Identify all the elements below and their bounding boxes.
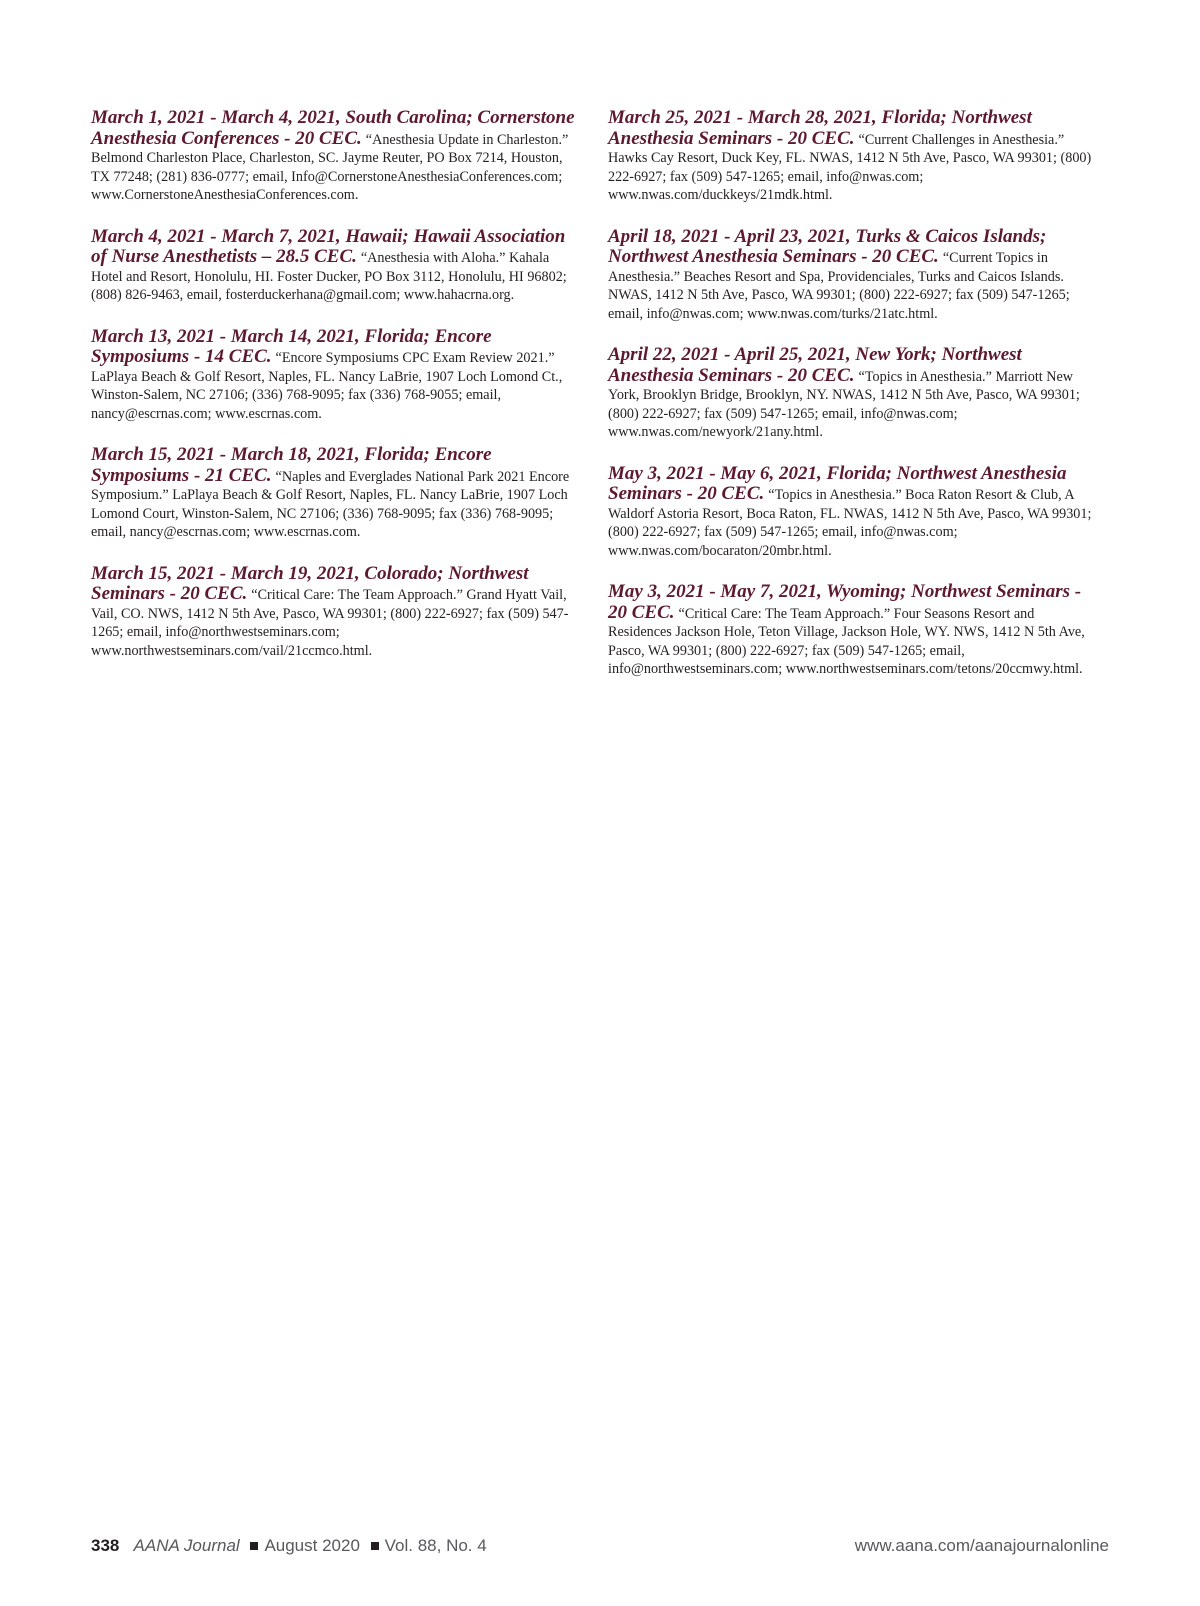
- event-title: March 15, 2021 - March 18, 2021, Florida; Encore Symposiums - 21 CEC.: [91, 444, 492, 486]
- event-title: March 4, 2021 - March 7, 2021, Hawaii; Hawaii Association of Nurse Anesthetists – 28.5 CEC.: [91, 225, 566, 267]
- journal-website-link[interactable]: www.aana.com/aanajournalonline: [854, 1536, 1109, 1555]
- event-details: “Naples and Everglades National Park 2021 Encore Symposium.” LaPlaya Beach & Golf Resort, Naples, FL. Nancy LaBrie, 1907 Loch Lomond Court, Winston-Salem, NC 27106; (336) 768-9095; fax (336) 768-9095; email, nancy@escrnas.com; www.escrnas.com.: [91, 468, 570, 540]
- event-details: “Current Challenges in Anesthesia.” Hawks Cay Resort, Duck Key, FL. NWAS, 1412 N 5th Ave, Pasco, WA 99301; (800) 222-6927; fax (509) 547-1265; email, info@nwas.com; www.nwas.com/duckkeys/21mdk.html.: [608, 131, 1092, 203]
- event-details: “Critical Care: The Team Approach.” Four Seasons Resort and Residences Jackson Hole, Teton Village, Jackson Hole, WY. NWS, 1412 N 5th Ave, Pasco, WA 99301; (800) 222-6927; fax (509) 547-1265; email, info@northwestseminars.com; www.northwestseminars.com/tetons/20ccmwy.html.: [608, 605, 1085, 677]
- page-footer: [91, 1536, 1109, 1560]
- event-details: “Topics in Anesthesia.” Boca Raton Resort & Club, A Waldorf Astoria Resort, Boca Raton, FL. NWAS, 1412 N 5th Ave, Pasco, WA 99301; (800) 222-6927; fax (509) 547-1265; email, info@nwas.com; www.nwas.com/bocaraton/20mbr.html.: [608, 487, 1092, 559]
- event-entry: [608, 227, 1098, 324]
- event-entry: [608, 345, 1098, 442]
- event-entry: [608, 464, 1098, 561]
- event-title: March 15, 2021 - March 19, 2021, Colorado; Northwest Seminars - 20 CEC.: [91, 562, 529, 604]
- event-title: April 22, 2021 - April 25, 2021, New York; Northwest Anesthesia Seminars - 20 CEC.: [608, 344, 1022, 386]
- event-details: “Anesthesia Update in Charleston.” Belmond Charleston Place, Charleston, SC. Jayme Reuter, PO Box 7214, Houston, TX 77248; (281) 836-0777; email, Info@CornerstoneAnesthesiaConferences.com; www.CornerstoneAnesthesiaConferences.com.: [91, 131, 569, 203]
- footer-citation: [91, 1536, 487, 1556]
- volume-issue: Vol. 88, No. 4: [384, 1536, 487, 1555]
- event-entry: [91, 327, 581, 424]
- left-column: [91, 108, 581, 682]
- event-details: “Encore Symposiums CPC Exam Review 2021.” LaPlaya Beach & Golf Resort, Naples, FL. Nancy LaBrie, 1907 Loch Lomond Ct., Winston-Salem, NC 27106; (336) 768-9095; fax (336) 768-9055; email, nancy@escrnas.com; www.escrnas.com.: [91, 350, 563, 422]
- event-entry: [91, 108, 581, 205]
- event-details: “Topics in Anesthesia.” Marriott New York, Brooklyn Bridge, Brooklyn, NY. NWAS, 1412 N 5th Ave, Pasco, WA 99301; (800) 222-6927; fax (509) 547-1265; email, info@nwas.com; www.nwas.com/newyork/21any.html.: [608, 368, 1080, 440]
- separator-square-icon: [371, 1542, 379, 1550]
- event-title: May 3, 2021 - May 7, 2021, Wyoming; Northwest Seminars - 20 CEC.: [608, 581, 1082, 623]
- event-details: “Current Topics in Anesthesia.” Beaches Resort and Spa, Providenciales, Turks and Caicos Islands. NWAS, 1412 N 5th Ave, Pasco, WA 99301; (800) 222-6927; fax (509) 547-1265; email, info@nwas.com; www.nwas.com/turks/21atc.html.: [608, 250, 1070, 322]
- separator-square-icon: [250, 1542, 258, 1550]
- event-details: “Critical Care: The Team Approach.” Grand Hyatt Vail, Vail, CO. NWS, 1412 N 5th Ave, Pasco, WA 99301; (800) 222-6927; fax (509) 547-1265; email, info@northwestseminars.com; www.northwestseminars.com/vail/21ccmco.html.: [91, 587, 569, 659]
- event-entry: [608, 108, 1098, 205]
- event-entry: [91, 227, 581, 305]
- event-title: May 3, 2021 - May 6, 2021, Florida; Northwest Anesthesia Seminars - 20 CEC.: [608, 462, 1067, 504]
- event-details: “Anesthesia with Aloha.” Kahala Hotel and Resort, Honolulu, HI. Foster Ducker, PO Box 3112, Honolulu, HI 96802; (808) 826-9463, email, fosterduckerhana@gmail.com; www.hahacrna.org.: [91, 250, 567, 303]
- journal-name: AANA Journal: [133, 1536, 240, 1555]
- issue-date: August 2020: [264, 1536, 360, 1555]
- event-entry: [608, 582, 1098, 679]
- event-entry: [91, 445, 581, 542]
- event-title: March 25, 2021 - March 28, 2021, Florida; Northwest Anesthesia Seminars - 20 CEC.: [608, 107, 1032, 149]
- event-entry: [91, 564, 581, 661]
- event-title: March 13, 2021 - March 14, 2021, Florida; Encore Symposiums - 14 CEC.: [91, 325, 492, 367]
- event-title: April 18, 2021 - April 23, 2021, Turks & Caicos Islands; Northwest Anesthesia Seminars - 20 CEC.: [608, 225, 1047, 267]
- right-column: [608, 108, 1098, 701]
- event-title: March 1, 2021 - March 4, 2021, South Carolina; Cornerstone Anesthesia Conferences - 20 CEC.: [91, 107, 575, 149]
- page-number: 338: [91, 1536, 120, 1555]
